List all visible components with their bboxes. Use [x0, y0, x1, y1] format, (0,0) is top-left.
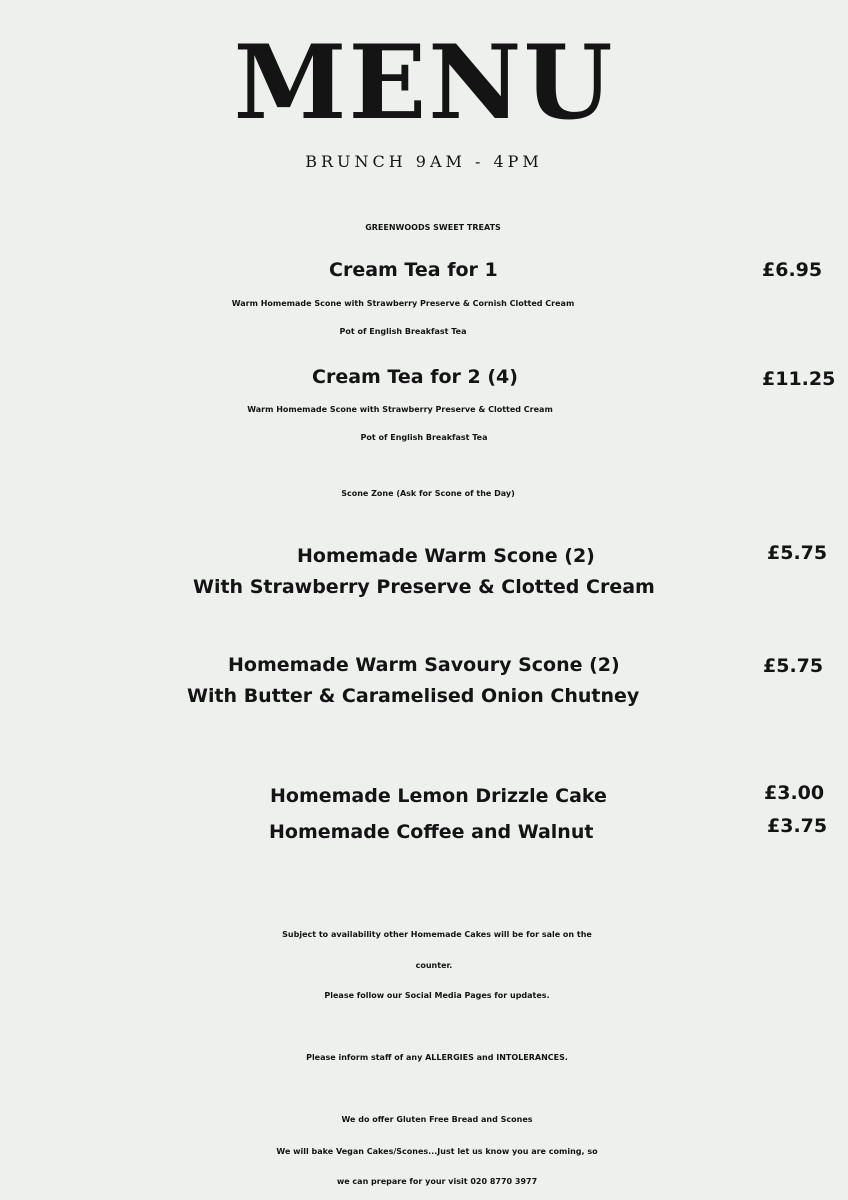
lemon-cake-name: Homemade Lemon Drizzle Cake	[270, 785, 607, 807]
warm-scone-price: £5.75	[767, 542, 828, 564]
warm-scone-description: With Strawberry Preserve & Clotted Cream	[193, 576, 655, 598]
coffee-walnut-price: £3.75	[767, 815, 828, 837]
cream-tea-2-description: Warm Homemade Scone with Strawberry Preserve & Clotted Cream	[247, 405, 553, 414]
availability-note-continued: counter.	[415, 961, 453, 970]
cream-tea-1-price: £6.95	[762, 259, 823, 281]
gluten-free-note: We do offer Gluten Free Bread and Scones	[341, 1115, 533, 1124]
vegan-note: We will bake Vegan Cakes/Scones...Just let us know you are coming, so	[276, 1147, 598, 1156]
savoury-scone-name: Homemade Warm Savoury Scone (2)	[228, 654, 620, 676]
cream-tea-2-price: £11.25	[762, 368, 836, 390]
allergy-note: Please inform staff of any ALLERGIES and INTOLERANCES.	[306, 1053, 568, 1062]
social-media-note: Please follow our Social Media Pages for updates.	[324, 991, 550, 1000]
savoury-scone-price: £5.75	[763, 655, 824, 677]
warm-scone-name: Homemade Warm Scone (2)	[297, 545, 595, 567]
lemon-cake-price: £3.00	[764, 782, 825, 804]
cream-tea-1-tea: Pot of English Breakfast Tea	[339, 327, 467, 336]
cream-tea-1-description: Warm Homemade Scone with Strawberry Preserve & Cornish Clotted Cream	[231, 299, 575, 308]
vegan-note-phone: we can prepare for your visit 020 8770 3977	[336, 1177, 538, 1186]
cream-tea-2-tea: Pot of English Breakfast Tea	[360, 433, 488, 442]
cream-tea-2-name: Cream Tea for 2 (4)	[312, 366, 518, 388]
menu-title: MENU	[233, 23, 615, 143]
scone-zone-heading: Scone Zone (Ask for Scone of the Day)	[341, 489, 515, 498]
availability-note: Subject to availability other Homemade Cakes will be for sale on the	[282, 930, 592, 939]
section-heading: GREENWOODS SWEET TREATS	[365, 223, 501, 232]
brunch-hours: BRUNCH 9AM - 4PM	[305, 152, 543, 171]
savoury-scone-description: With Butter & Caramelised Onion Chutney	[187, 685, 640, 707]
cream-tea-1-name: Cream Tea for 1	[329, 259, 498, 281]
coffee-walnut-name: Homemade Coffee and Walnut	[269, 821, 594, 843]
